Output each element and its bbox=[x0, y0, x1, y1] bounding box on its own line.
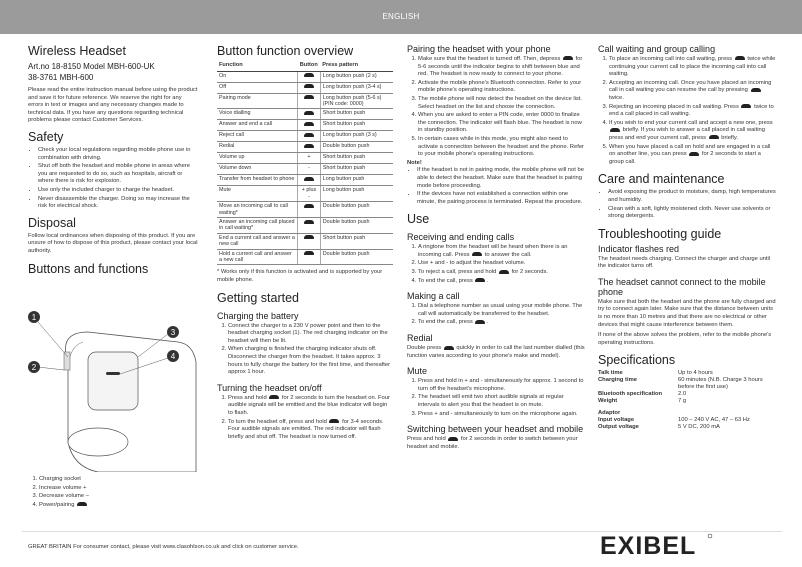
list-item: 2. When charging is finished the charging indicator shuts off. Disconnect the charger from the headset. It takes approx. 3 hours to fully charge the battery for the first time, and thereafter approx 1 hour. bbox=[228, 346, 393, 376]
noconnect-heading: The headset cannot connect to the mobile phone bbox=[598, 276, 766, 297]
care-list bbox=[598, 189, 776, 220]
adaptor-label: Adaptor bbox=[598, 410, 621, 417]
column-1 bbox=[28, 44, 198, 279]
turning-list bbox=[217, 395, 393, 442]
note-list bbox=[407, 167, 585, 206]
list-item: 2. Activate the mobile phone's Bluetooth connection. Refer to your mobile phone's operating instructions. bbox=[418, 80, 585, 95]
care-heading: Care and maintenance bbox=[598, 172, 725, 187]
table-row: Transfer from headset to phone Long button push bbox=[217, 175, 393, 186]
list-item: 4. If you wish to end your current call and accept a new one, press briefly. If you wish to answer a call placed in call waiting press and end your current call, press briefly. bbox=[609, 120, 776, 143]
footer-text: GREAT BRITAIN For consumer contact, please visit www.clasohlson.co.uk and click on customer service. bbox=[28, 544, 299, 550]
table-row: Weight 7 g bbox=[598, 398, 687, 405]
phone-icon bbox=[304, 95, 314, 99]
table-row: Off Long button push (3-4 s) bbox=[217, 82, 393, 93]
phone-icon bbox=[304, 73, 314, 77]
table-row: Volume up + Short button push bbox=[217, 153, 393, 164]
list-item: • Check your local regulations regarding mobile phone use in combination with driving. bbox=[38, 147, 198, 162]
table-row: Redial Double button push bbox=[217, 142, 393, 153]
receiving-heading: Receiving and ending calls bbox=[407, 232, 515, 243]
product-title: Wireless Headset bbox=[28, 44, 126, 58]
troubleshooting-heading: Troubleshooting guide bbox=[598, 226, 722, 241]
disposal-heading: Disposal bbox=[28, 215, 76, 230]
table-row: Hold a current call and answer a new call Double button push bbox=[217, 249, 393, 265]
phone-icon bbox=[472, 252, 482, 256]
safety-list bbox=[28, 147, 198, 211]
table-header: Press pattern bbox=[320, 61, 393, 71]
callout-2 bbox=[28, 361, 40, 373]
receiving-list bbox=[407, 244, 585, 285]
table-row: Reject call Long button push (3 s) bbox=[217, 131, 393, 142]
mute-list bbox=[407, 378, 585, 418]
list-item: 2. Use + and - to adjust the headset volume. bbox=[418, 260, 585, 268]
phone-icon bbox=[709, 135, 719, 139]
list-item: • Use only the included charger to charge the headset. bbox=[38, 187, 198, 195]
svg-text:EXIBEL: EXIBEL bbox=[600, 532, 697, 559]
table-row: Charging time 60 minutes (N.B. Charge 3 hours before the first use) bbox=[598, 377, 763, 391]
safety-heading: Safety bbox=[28, 129, 64, 144]
phone-icon bbox=[689, 152, 699, 156]
indicator-text: The headset needs charging. Connect the charger and charge until the indicator turns off. bbox=[598, 255, 771, 270]
table-row: Pairing mode Long button push (5-6 s) (PIN code: 0000) bbox=[217, 93, 393, 109]
table-row: Answer and end a call Short button push bbox=[217, 120, 393, 131]
table-row: Volume down - Short button push bbox=[217, 164, 393, 175]
phone-icon bbox=[304, 133, 314, 137]
list-item: 1. Connect the charger to a 230 V power point and then to the headset charging socket (1). The red charging indicator on the headset will then be lit. bbox=[228, 323, 393, 346]
phone-icon bbox=[610, 128, 620, 132]
noconnect-text: Make sure that both the headset and the phone are fully charged and try to connect again later. Make sure that the distance between units is no more than 10 metres and that there are no electrical or other devices that might cause interference between them. bbox=[598, 298, 776, 328]
exibel-logo bbox=[600, 531, 714, 559]
phone-icon bbox=[304, 177, 314, 181]
phone-icon bbox=[735, 56, 745, 60]
phone-icon bbox=[448, 437, 458, 441]
phone-icon bbox=[304, 111, 314, 115]
specifications-heading: Specifications bbox=[598, 353, 676, 368]
getting-started-heading: Getting started bbox=[217, 290, 299, 305]
phone-icon bbox=[475, 320, 485, 324]
list-item: 1. To place an incoming call into call waiting, press twice while continuing your current call to place the incoming call into call waiting. bbox=[609, 56, 776, 79]
charging-heading: Charging the battery bbox=[217, 310, 299, 321]
table-row: Input voltage 100 – 240 V AC, 47 – 63 Hz bbox=[598, 417, 750, 424]
article-number: Art.no 18-8150 Model MBH-600-UK 38-3761 MBH-600 bbox=[28, 62, 155, 82]
phone-icon bbox=[499, 270, 509, 274]
redial-text: Double press quickly in order to call the last number dialled (this function varies according to your phone's make and model). bbox=[407, 345, 585, 359]
phone-icon bbox=[304, 122, 314, 126]
table-row: Bluetooth specification 2.0 bbox=[598, 391, 687, 398]
phone-icon bbox=[77, 502, 87, 506]
turning-heading: Turning the headset on/off bbox=[217, 382, 322, 393]
list-item: 2. Increase volume + bbox=[39, 485, 89, 493]
table-row: Voice dialling Short button push bbox=[217, 109, 393, 120]
list-item: 1. Charging socket bbox=[39, 476, 89, 484]
button-overview-heading: Button function overview bbox=[217, 44, 354, 58]
list-item: 1. Dial a telephone number as usual using your mobile phone. The call will automatically be transferred to the headset. bbox=[418, 303, 585, 318]
table-row: Move an incoming call to call waiting* Double button push bbox=[217, 202, 393, 218]
phone-icon bbox=[304, 144, 314, 148]
specifications-table bbox=[598, 370, 776, 431]
callout-3 bbox=[167, 326, 179, 338]
list-item: • If the devices have not established a connection within one minute, the pairing process is terminated. Repeat the procedure. bbox=[417, 191, 585, 206]
switching-text: Press and hold for 2 seconds in order to switch between your headset and mobile. bbox=[407, 436, 578, 450]
list-item: 1. Press and hold for 2 seconds to turn the headset on. Four audible signals will be emitted and the blue indicator will begin to flash. bbox=[228, 395, 393, 418]
table-header: Button bbox=[298, 61, 321, 71]
svg-text:4: 4 bbox=[170, 352, 176, 361]
button-function-table bbox=[217, 61, 393, 265]
list-item: 2. Accepting an incoming call. Once you have placed an incoming call in call waiting you can resume the call by pressing twice. bbox=[609, 80, 776, 103]
call-waiting-list bbox=[598, 56, 776, 166]
intro-text: Please read the entire instruction manual before using the product and save it for future reference. We reserve the right for any errors in text or images and any necessary changes made to technical data. If you have any questions regarding technical problems please contact Customer Services. bbox=[28, 87, 198, 124]
table-row: Output voltage 5 V DC, 200 mA bbox=[598, 424, 720, 431]
disposal-text: Follow local ordinances when disposing of this product. If you are unsure of how to dispose of this product, please contact your local authority. bbox=[28, 232, 198, 254]
table-row: Talk time Up to 4 hours bbox=[598, 370, 713, 377]
pairing-heading: Pairing the headset with your phone bbox=[407, 44, 551, 54]
list-item: • Clean with a soft, lightly moistened cloth. Never use solvents or strong detergents. bbox=[608, 206, 776, 221]
phone-icon bbox=[304, 84, 314, 88]
making-list bbox=[407, 303, 585, 327]
callout-1 bbox=[28, 311, 40, 323]
list-item: 2. To turn the headset off, press and hold for 3-4 seconds. Four audible signals are emitted. The red indicator will flash briefly and shut off. The headset is now turned off. bbox=[228, 419, 393, 442]
note-label: Note! bbox=[407, 159, 422, 166]
call-waiting-heading: Call waiting and group calling bbox=[598, 44, 716, 54]
list-item: 4. When you are asked to enter a PIN code, enter 0000 to finalize the connection. The indicator will flash blue. The headset is now in standby position. bbox=[418, 112, 585, 135]
list-item: 2. To end the call, press . bbox=[418, 319, 585, 327]
svg-text:1: 1 bbox=[31, 313, 37, 322]
column-4 bbox=[598, 44, 776, 431]
list-item: 4. Power/pairing bbox=[39, 502, 89, 510]
list-item: 1. A ringtone from the headset will be heard when there is an incoming call. Press to answer the call. bbox=[418, 244, 585, 259]
language-label: ENGLISH bbox=[382, 12, 420, 21]
phone-icon bbox=[563, 56, 573, 60]
list-item: 4. To end the call, press . bbox=[418, 278, 585, 286]
table-row: End a current call and answer a new call Short button push bbox=[217, 233, 393, 249]
phone-icon bbox=[304, 204, 314, 208]
list-item: 3. Decrease volume – bbox=[39, 493, 89, 501]
language-banner bbox=[0, 0, 802, 34]
phone-icon bbox=[304, 251, 314, 255]
phone-icon bbox=[751, 88, 761, 92]
list-item: • If the headset is not in pairing mode, the mobile phone will not be able to detect the headset. Make sure that the headset is pairing mode before proceeding. bbox=[417, 167, 585, 190]
list-item: 1. Press and hold in + and - simultaneously for approx. 1 second to turn off the headset's microphone. bbox=[418, 378, 585, 393]
phone-icon bbox=[741, 104, 751, 108]
list-item: • Shut off both the headset and mobile phone in areas where you are requested to do so, such as hospitals, aircraft or where there is risk for explosion. bbox=[38, 163, 198, 186]
redial-heading: Redial bbox=[407, 333, 433, 344]
callout-4 bbox=[167, 350, 179, 362]
table-row: Mute + plus - Long button push bbox=[217, 186, 393, 202]
table-row: Answer an incoming call placed in call waiting* Double button push bbox=[217, 218, 393, 234]
list-item: 3. Press + and - simultaneously to turn on the microphone again. bbox=[418, 411, 585, 419]
list-item: 2. The headset will emit two short audible signals at regular intervals to alert you that the headset is on mute. bbox=[418, 394, 585, 409]
buttons-legend bbox=[28, 476, 89, 510]
phone-icon bbox=[304, 235, 314, 239]
list-item: 1. Make sure that the headset is turned off. Then, depress for 5-6 seconds until the indicator begins to shift between blue and red. The headset is now ready to connect to your phone. bbox=[418, 56, 585, 79]
phone-icon bbox=[444, 346, 454, 350]
list-item: 3. To reject a call, press and hold for 2 seconds. bbox=[418, 269, 585, 277]
list-item: 5. When you have placed a call on hold and are engaged in a call on another line, you can press for 2 seconds to start a group call. bbox=[609, 144, 776, 167]
buttons-heading: Buttons and functions bbox=[28, 261, 149, 276]
mute-heading: Mute bbox=[407, 366, 428, 377]
phone-icon bbox=[304, 220, 314, 224]
pairing-list bbox=[407, 56, 585, 159]
table-header: Function bbox=[217, 61, 298, 71]
table-row: On Long button push (2 s) bbox=[217, 71, 393, 82]
column-3 bbox=[407, 44, 585, 454]
svg-text:3: 3 bbox=[170, 328, 176, 337]
headset-illustration bbox=[28, 302, 198, 472]
list-item: 3. Rejecting an incoming placed in call waiting. Press twice to end a call placed in call waiting. bbox=[609, 104, 776, 119]
phone-icon bbox=[475, 278, 485, 282]
use-heading: Use bbox=[407, 212, 430, 227]
indicator-heading: Indicator flashes red bbox=[598, 243, 680, 254]
charging-list bbox=[217, 323, 393, 377]
noconnect-text-2: If none of the above solves the problem, refer to the mobile phone's operating instructions. bbox=[598, 332, 772, 346]
list-item: • Never disassemble the charger. Doing so may increase the risk for electrical shock. bbox=[38, 196, 198, 211]
list-item: 3. The mobile phone will now detect the headset on the device list. Select headset on the list and choose the connection. bbox=[418, 96, 585, 111]
switching-heading: Switching between your headset and mobile bbox=[407, 424, 584, 435]
table-footnote: * Works only if this function is activated and is supported by your mobile phone. bbox=[217, 269, 383, 284]
list-item: 5. In certain cases while in this mode, you might also need to activate a connection between the headset and the phone. Refer to your mobile phone's operating instructions. bbox=[418, 136, 585, 159]
list-item: • Avoid exposing the product to moisture, damp, high temperatures and humidity. bbox=[608, 189, 776, 204]
column-2 bbox=[217, 44, 393, 442]
svg-text:2: 2 bbox=[31, 363, 37, 372]
phone-icon bbox=[269, 395, 279, 399]
making-heading: Making a call bbox=[407, 291, 460, 302]
phone-icon bbox=[329, 419, 339, 423]
